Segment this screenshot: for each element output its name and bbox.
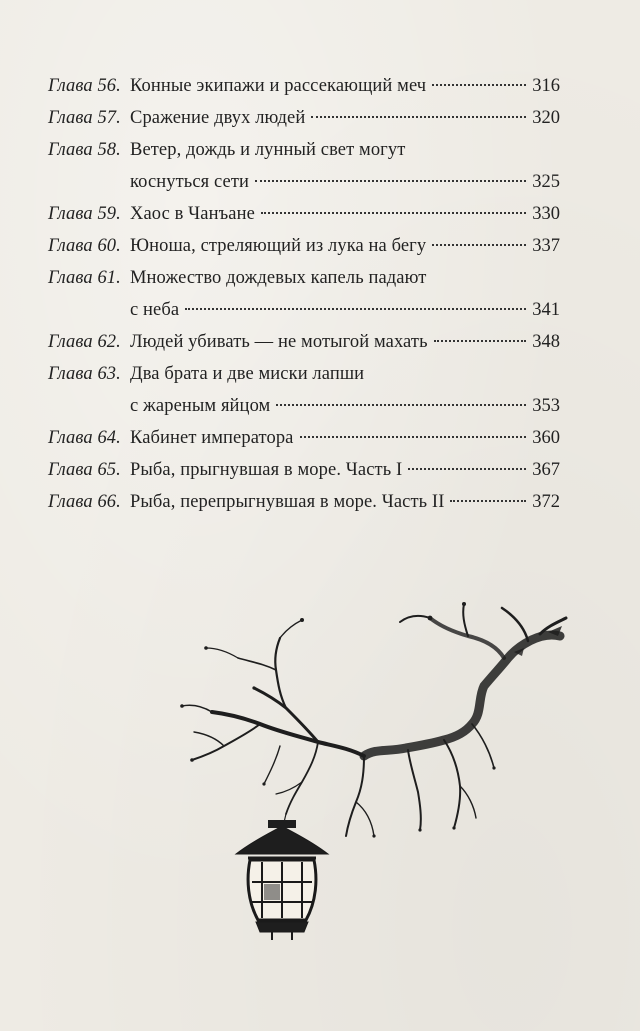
chapter-title: Хаос в Чанъане [130,204,255,224]
page-number: 325 [532,172,560,192]
chapter-title: Ветер, дождь и лунный свет могут [130,140,406,160]
chapter-number: Глава 61. [48,268,121,288]
chapter-title: Рыба, перепрыгнувшая в море. Часть II [130,492,445,512]
chapter-number: Глава 57. [48,108,121,128]
dot-leader [255,180,526,182]
chapter-title: Два брата и две миски лапши [130,364,365,384]
dot-leader [185,308,526,310]
toc-entry [48,70,560,102]
chapter-title: Людей убивать — не мотыгой махать [130,332,428,352]
toc-entry [48,454,560,486]
dot-leader [434,340,527,342]
page-number: 316 [532,76,560,96]
chapter-number: Глава 56. [48,76,121,96]
lantern-icon [236,820,328,940]
toc-entry [48,198,560,230]
toc-entry [48,486,560,518]
dot-leader [300,436,527,438]
toc-entry-continuation [48,166,560,198]
page-number: 341 [532,300,560,320]
page-number: 372 [532,492,560,512]
chapter-title: Кабинет императора [130,428,294,448]
chapter-number: Глава 64. [48,428,121,448]
chapter-number: Глава 58. [48,140,121,160]
chapter-number: Глава 63. [48,364,121,384]
chapter-title: Конные экипажи и рассекающий меч [130,76,427,96]
table-of-contents [48,70,560,518]
page-number: 367 [532,460,560,480]
chapter-title-continuation: с неба [130,300,180,320]
page-number: 353 [532,396,560,416]
page-number: 348 [532,332,560,352]
chapter-title: Рыба, прыгнувшая в море. Часть I [130,460,403,480]
dot-leader [450,500,526,502]
dot-leader [432,244,526,246]
page-number: 360 [532,428,560,448]
lantern-branch-illustration [168,596,588,956]
dot-leader [276,404,526,406]
page-number: 337 [532,236,560,256]
page-number: 330 [532,204,560,224]
dot-leader [432,84,526,86]
toc-entry [48,326,560,358]
chapter-number: Глава 62. [48,332,121,352]
toc-entry [48,230,560,262]
dot-leader [261,212,526,214]
chapter-title: Множество дождевых капель падают [130,268,427,288]
chapter-title-continuation: с жареным яйцом [130,396,271,416]
toc-entry [48,358,560,390]
chapter-title-continuation: коснуться сети [130,172,250,192]
toc-entry-continuation [48,294,560,326]
chapter-number: Глава 59. [48,204,121,224]
page-number: 320 [532,108,560,128]
chapter-title: Юноша, стреляющий из лука на бегу [130,236,427,256]
toc-entry-continuation [48,390,560,422]
toc-entry [48,262,560,294]
toc-entry [48,102,560,134]
dot-leader [311,116,526,118]
dot-leader [408,468,526,470]
chapter-number: Глава 60. [48,236,121,256]
chapter-title: Сражение двух людей [130,108,306,128]
chapter-number: Глава 65. [48,460,121,480]
chapter-number: Глава 66. [48,492,121,512]
toc-entry [48,134,560,166]
toc-entry [48,422,560,454]
